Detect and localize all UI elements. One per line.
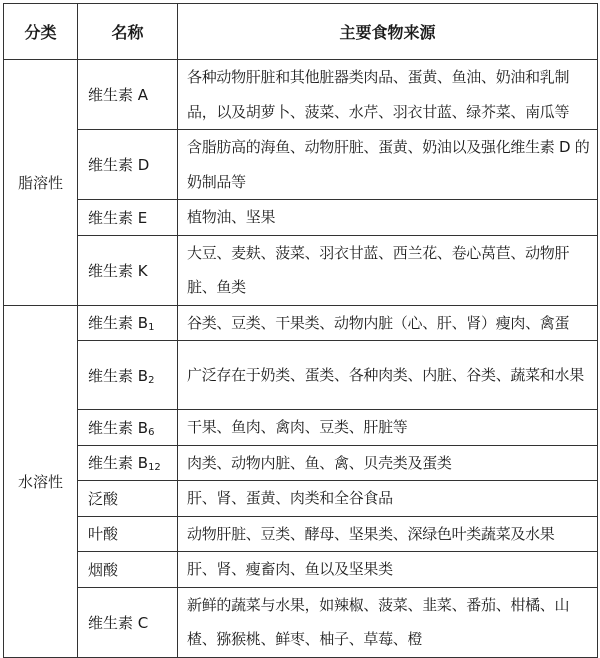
vitamin-name: 维生素 B [88,366,149,385]
food-source-cell: 肝、肾、蛋黄、肉类和全谷食品 [178,481,598,517]
vitamin-name-cell [78,516,178,552]
vitamin-name: 烟酸 [88,560,119,579]
food-source-cell: 肉类、动物内脏、鱼、禽、贝壳类及蛋类 [178,445,598,481]
vitamin-name: 叶酸 [88,525,119,544]
table-row [4,410,598,446]
vitamin-subscript: 2 [148,374,155,386]
vitamin-name: 维生素 B [88,454,149,473]
vitamin-name-cell [78,305,178,341]
food-source-cell: 广泛存在于奶类、蛋类、各种肉类、内脏、谷类、蔬菜和水果 [178,341,598,410]
table-row [4,200,598,236]
vitamin-name-cell [78,445,178,481]
food-source-cell: 新鲜的蔬菜与水果，如辣椒、菠菜、韭菜、番茄、柑橘、山楂、猕猴桃、鲜枣、柚子、草莓、橙 [178,587,598,657]
table-row [4,130,598,200]
header-source: 主要食物来源 [178,4,598,60]
table-row [4,445,598,481]
vitamin-name-cell [78,341,178,410]
vitamin-name: 维生素 K [88,261,148,280]
vitamin-name-cell [78,235,178,305]
vitamin-food-source-table [3,3,598,658]
vitamin-name: 泛酸 [88,489,119,508]
food-source-cell: 谷类、豆类、干果类、动物内脏（心、肝、肾）瘦肉、禽蛋 [178,305,598,341]
vitamin-name: 维生素 A [88,86,149,104]
header-name: 名称 [78,4,178,60]
food-source-cell: 含脂肪高的海鱼、动物肝脏、蛋黄、奶油以及强化维生素 D 的奶制品等 [178,130,598,200]
table-row [4,587,598,657]
vitamin-name-cell [78,587,178,657]
table-row [4,481,598,517]
vitamin-name-cell [78,130,178,200]
vitamin-name: 维生素 D [88,156,150,174]
vitamin-subscript: 12 [148,462,161,474]
table-row [4,516,598,552]
vitamin-name-cell [78,552,178,588]
header-category: 分类 [4,4,78,60]
vitamin-name: 维生素 C [88,613,149,632]
category-cell: 脂溶性 [4,60,78,306]
table-row [4,235,598,305]
vitamin-subscript: 1 [148,322,155,334]
vitamin-name: 维生素 B [88,314,149,333]
food-source-cell: 各种动物肝脏和其他脏器类肉品、蛋黄、鱼油、奶油和乳制品，以及胡萝卜、菠菜、水芹、羽衣甘蓝、绿芥菜、南瓜等 [178,60,598,130]
food-source-cell: 动物肝脏、豆类、酵母、坚果类、深绿色叶类蔬菜及水果 [178,516,598,552]
vitamin-name-cell [78,481,178,517]
vitamin-name-cell [78,410,178,446]
header-row [4,4,598,60]
food-source-cell: 干果、鱼肉、禽肉、豆类、肝脏等 [178,410,598,446]
table-row [4,305,598,341]
food-source-cell: 大豆、麦麸、菠菜、羽衣甘蓝、西兰花、卷心莴苣、动物肝脏、鱼类 [178,235,598,305]
vitamin-name-cell [78,200,178,236]
vitamin-subscript: 6 [148,426,155,438]
vitamin-name-cell [78,60,178,130]
table-row [4,60,598,130]
food-source-cell: 植物油、坚果 [178,200,598,236]
category-cell: 水溶性 [4,305,78,657]
vitamin-name: 维生素 B [88,418,149,437]
food-source-cell: 肝、肾、瘦畜肉、鱼以及坚果类 [178,552,598,588]
vitamin-name: 维生素 E [88,208,148,227]
table-row [4,552,598,588]
table-row [4,341,598,410]
